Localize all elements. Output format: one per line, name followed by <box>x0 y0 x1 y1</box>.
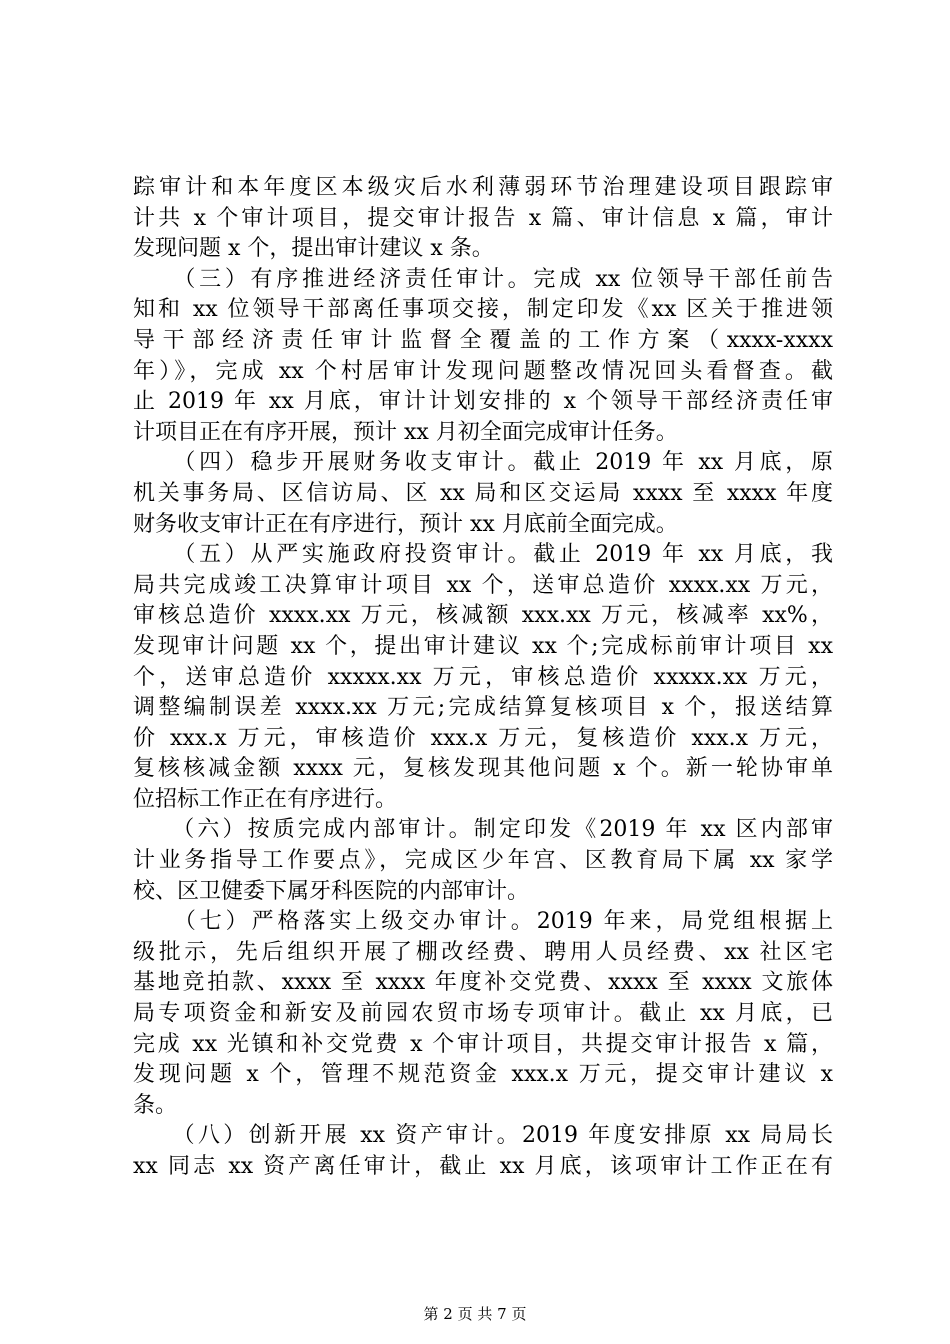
section-heading-line: （四）稳步开展财务收支审计。截止 2019 年 xx 月底，原 <box>133 450 833 476</box>
section-heading-line: （五）从严实施政府投资审计。截止 2019 年 xx 月底，我 <box>133 542 833 568</box>
text-line: 计项目正在有序开展，预计 xx 月初全面完成审计任务。 <box>133 419 678 445</box>
text-line: 机关事务局、区信访局、区 xx 局和区交运局 xxxx 至 xxxx 年度 <box>133 480 833 506</box>
text-line: 发现审计问题 xx 个，提出审计建议 xx 个;完成标前审计项目 xx <box>133 633 833 659</box>
text-line: 级批示，先后组织开展了棚改经费、聘用人员经费、xx 社区宅 <box>133 939 833 965</box>
page-footer <box>0 1304 950 1324</box>
text-line: 导干部经济责任审计监督全覆盖的工作方案（xxxx-xxxx <box>133 327 833 353</box>
text-line: 校、区卫健委下属牙科医院的内部审计。 <box>133 878 530 904</box>
text-line: 发现问题 x 个，提出审计建议 x 条。 <box>133 236 494 262</box>
text-line: xx 同志 xx 资产离任审计，截止 xx 月底，该项审计工作正在有 <box>133 1154 833 1179</box>
text-line: 局共完成竣工决算审计项目 xx 个，送审总造价 xxxx.xx 万元， <box>133 572 833 598</box>
text-line: 年）》，完成 xx 个村居审计发现问题整改情况回头看督查。截 <box>133 358 833 384</box>
text-line: 局专项资金和新安及前园农贸市场专项审计。截止 xx 月底，已 <box>133 1001 833 1027</box>
text-line: 位招标工作正在有序进行。 <box>133 786 398 812</box>
text-line: 审核总造价 xxxx.xx 万元，核减额 xxx.xx 万元，核减率 xx%， <box>133 603 833 629</box>
text-line: 基地竞拍款、xxxx 至 xxxx 年度补交党费、xxxx 至 xxxx 文旅体 <box>133 970 833 996</box>
text-line: 财务收支审计正在有序进行，预计 xx 月底前全面完成。 <box>133 511 678 537</box>
text-line: 计共 x 个审计项目，提交审计报告 x 篇、审计信息 x 篇，审计 <box>133 205 833 231</box>
page-number: 第 2 页 共 7 页 <box>423 1305 527 1323</box>
text-line: 知和 xx 位领导干部离任事项交接，制定印发《xx 区关于推进领 <box>133 297 833 323</box>
section-heading-line: （八）创新开展 xx 资产审计。2019 年度安排原 xx 局局长 <box>133 1123 833 1149</box>
text-line: 计业务指导工作要点》，完成区少年宫、区教育局下属 xx 家学 <box>133 848 833 874</box>
section-heading-line: （三）有序推进经济责任审计。完成 xx 位领导干部任前告 <box>133 266 833 292</box>
text-line: 发现问题 x 个，管理不规范资金 xxx.x 万元，提交审计建议 x <box>133 1062 833 1088</box>
text-line: 止 2019 年 xx 月底，审计计划安排的 x 个领导干部经济责任审 <box>133 389 833 415</box>
text-line: 条。 <box>133 1092 178 1118</box>
text-line: 复核核减金额 xxxx 元，复核发现其他问题 x 个。新一轮协审单 <box>133 756 833 782</box>
section-heading-line: （六）按质完成内部审计。制定印发《2019 年 xx 区内部审 <box>133 817 833 843</box>
text-line: 完成 xx 光镇和补交党费 x 个审计项目，共提交审计报告 x 篇， <box>133 1031 833 1057</box>
text-line: 个，送审总造价 xxxxx.xx 万元，审核总造价 xxxxx.xx 万元， <box>133 664 833 690</box>
text-line: 调整编制误差 xxxx.xx 万元;完成结算复核项目 x 个，报送结算 <box>133 695 833 721</box>
document-body <box>133 173 833 1183</box>
text-line: 踪审计和本年度区本级灾后水利薄弱环节治理建设项目跟踪审 <box>133 175 833 200</box>
section-heading-line: （七）严格落实上级交办审计。2019 年来，局党组根据上 <box>133 909 833 935</box>
text-line: 价 xxx.x 万元，审核造价 xxx.x 万元，复核造价 xxx.x 万元， <box>133 725 833 751</box>
